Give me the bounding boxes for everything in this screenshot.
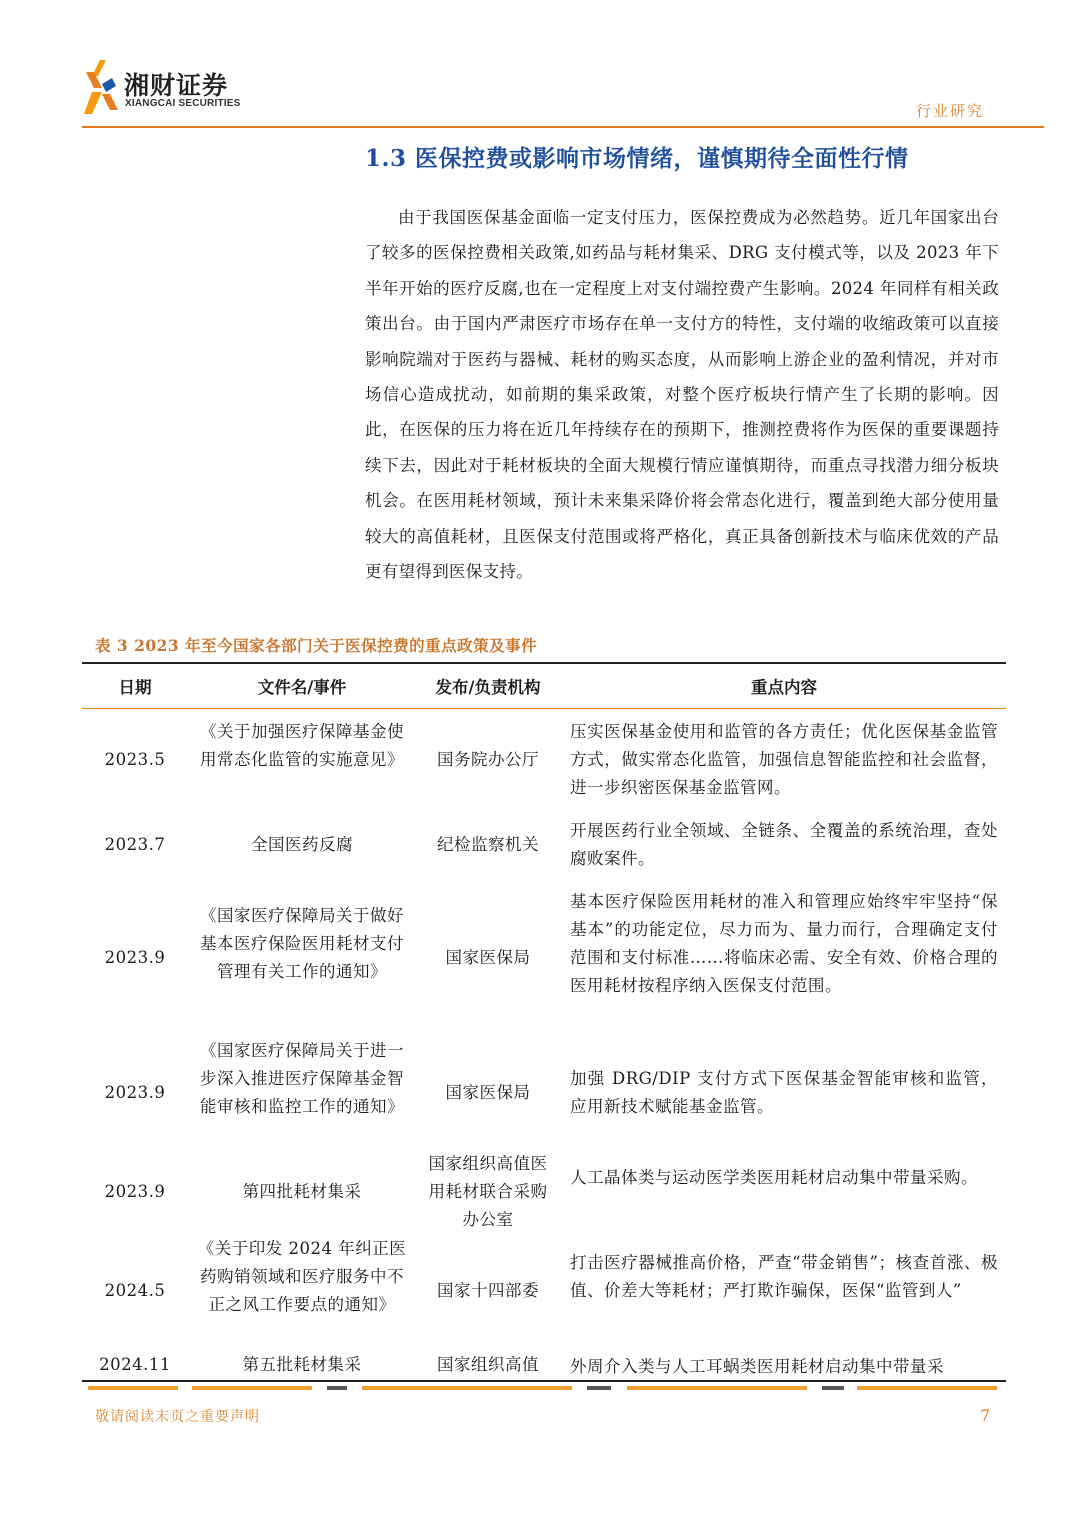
xiangcai-logo-mark-icon — [82, 58, 120, 118]
table-cell-org: 纪检监察机关 — [437, 835, 539, 854]
table-cell-org: 国家医保局 — [445, 1083, 531, 1102]
table-cell-doc: 《关于印发 2024 年纠正医药购销领域和医疗服务中不正之风工作要点的通知》 — [197, 1239, 407, 1314]
table-cell-date: 2023.9 — [104, 1083, 166, 1102]
table-cell-doc: 第五批耗材集采 — [242, 1355, 362, 1374]
table-header-rule — [82, 708, 1006, 709]
table-cell-org: 国家组织高值医用耗材联合采购办公室 — [428, 1154, 548, 1229]
table-cell-doc: 《关于加强医疗保障基金使用常态化监管的实施意见》 — [200, 722, 404, 769]
table-cell-key: 打击医疗器械推高价格，严查“带金销售”；核查首涨、极值、价差大等耗材；严打欺诈骗保，医保“监管到人” — [570, 1253, 998, 1300]
table-cell-org: 国家医保局 — [445, 948, 531, 967]
table-cell-key: 加强 DRG/DIP 支付方式下医保基金智能审核和监管，应用新技术赋能基金监管。 — [570, 1069, 998, 1116]
table-cell-key: 人工晶体类与运动医学类医用耗材启动集中带量采购。 — [570, 1168, 978, 1187]
body-paragraph: 由于我国医保基金面临一定支付压力，医保控费成为必然趋势。近几年国家出台了较多的医保控费相关政策,如药品与耗材集采、DRG 支付模式等，以及 2023 年下半年开始的医疗反腐,也在一定程度上对支付端控费产生影响。2024 年同样有相关政策出台。由于国内严肃医疗市场存在单一支付方的特性，支付端的收缩政策可以直接影响院端对于医药与器械、耗材的购买态度，从而影响上游企业的盈利情况，并对市场信心造成扰动，如前期的集采政策，对整个医疗板块行情产生了长期的影响。因此，在医保的压力将在近几年持续存在的预期下，推测控费将作为医保的重要课题持续下去，因此对于耗材板块的全面大规模行情应谨慎期待，而重点寻找潜力细分板块机会。在医用耗材领域，预计未来集采降价将会常态化进行，覆盖到绝大部分使用量较大的高值耗材，且医保支付范围或将严格化，真正具备创新技术与临床优效的产品更有望得到医保支持。 — [365, 208, 999, 582]
table-caption: 表 3 2023 年至今国家各部门关于医保控费的重点政策及事件 — [95, 636, 538, 655]
company-name-en: XIANGCAI SECURITIES — [125, 98, 241, 109]
table-cell-key: 压实医保基金使用和监管的各方责任；优化医保基金监管方式，做实常态化监管，加强信息智能监控和社会监督，进一步织密医保基金监管网。 — [570, 722, 998, 797]
table-cell-date: 2023.7 — [104, 835, 166, 854]
table-cell-date: 2024.5 — [104, 1281, 166, 1300]
table-header-key: 重点内容 — [751, 678, 817, 697]
table-cell-key: 开展医药行业全领域、全链条、全覆盖的系统治理，查处腐败案件。 — [570, 821, 998, 868]
footer-decorative-bar — [82, 1380, 1006, 1394]
table-header-org: 发布/负责机构 — [435, 678, 541, 697]
table-cell-date: 2023.9 — [104, 1182, 166, 1201]
table-cell-date: 2023.5 — [104, 750, 166, 769]
table-cell-key: 基本医疗保险医用耗材的准入和管理应始终牢牢坚持“保基本”的功能定位，尽力而为、量力而行，合理确定支付范围和支付标准……将临床必需、安全有效、价格合理的医用耗材按程序纳入医保支付范围。 — [570, 892, 998, 995]
table-cell-date: 2024.11 — [99, 1355, 171, 1374]
table-cell-date: 2023.9 — [104, 948, 166, 967]
table-header-doc: 文件名/事件 — [257, 678, 347, 697]
company-name-cn: 湘财证券 — [124, 71, 229, 100]
table-cell-doc: 全国医药反腐 — [251, 835, 353, 854]
company-logo — [82, 58, 262, 118]
table-cell-org: 国家十四部委 — [437, 1281, 539, 1300]
page-number: 7 — [980, 1406, 991, 1425]
table-cell-doc: 《国家医疗保障局关于进一步深入推进医疗保障基金智能审核和监控工作的通知》 — [200, 1041, 404, 1116]
table-cell-key: 外周介入类与人工耳蜗类医用耗材启动集中带量采 — [570, 1357, 944, 1376]
table-cell-org: 国家组织高值 — [437, 1355, 539, 1374]
table-top-rule — [82, 662, 1006, 664]
table-cell-doc: 《国家医疗保障局关于做好基本医疗保险医用耗材支付管理有关工作的通知》 — [200, 906, 404, 981]
table-cell-org: 国务院办公厅 — [437, 750, 539, 769]
section-tag: 行业研究 — [915, 102, 984, 120]
footer-disclaimer: 敬请阅读末页之重要声明 — [95, 1409, 260, 1425]
table-cell-doc: 第四批耗材集采 — [242, 1182, 362, 1201]
section-heading: 1.3 医保控费或影响市场情绪，谨慎期待全面性行情 — [365, 145, 909, 172]
table-header-date: 日期 — [118, 678, 152, 697]
header-divider — [82, 126, 1044, 128]
